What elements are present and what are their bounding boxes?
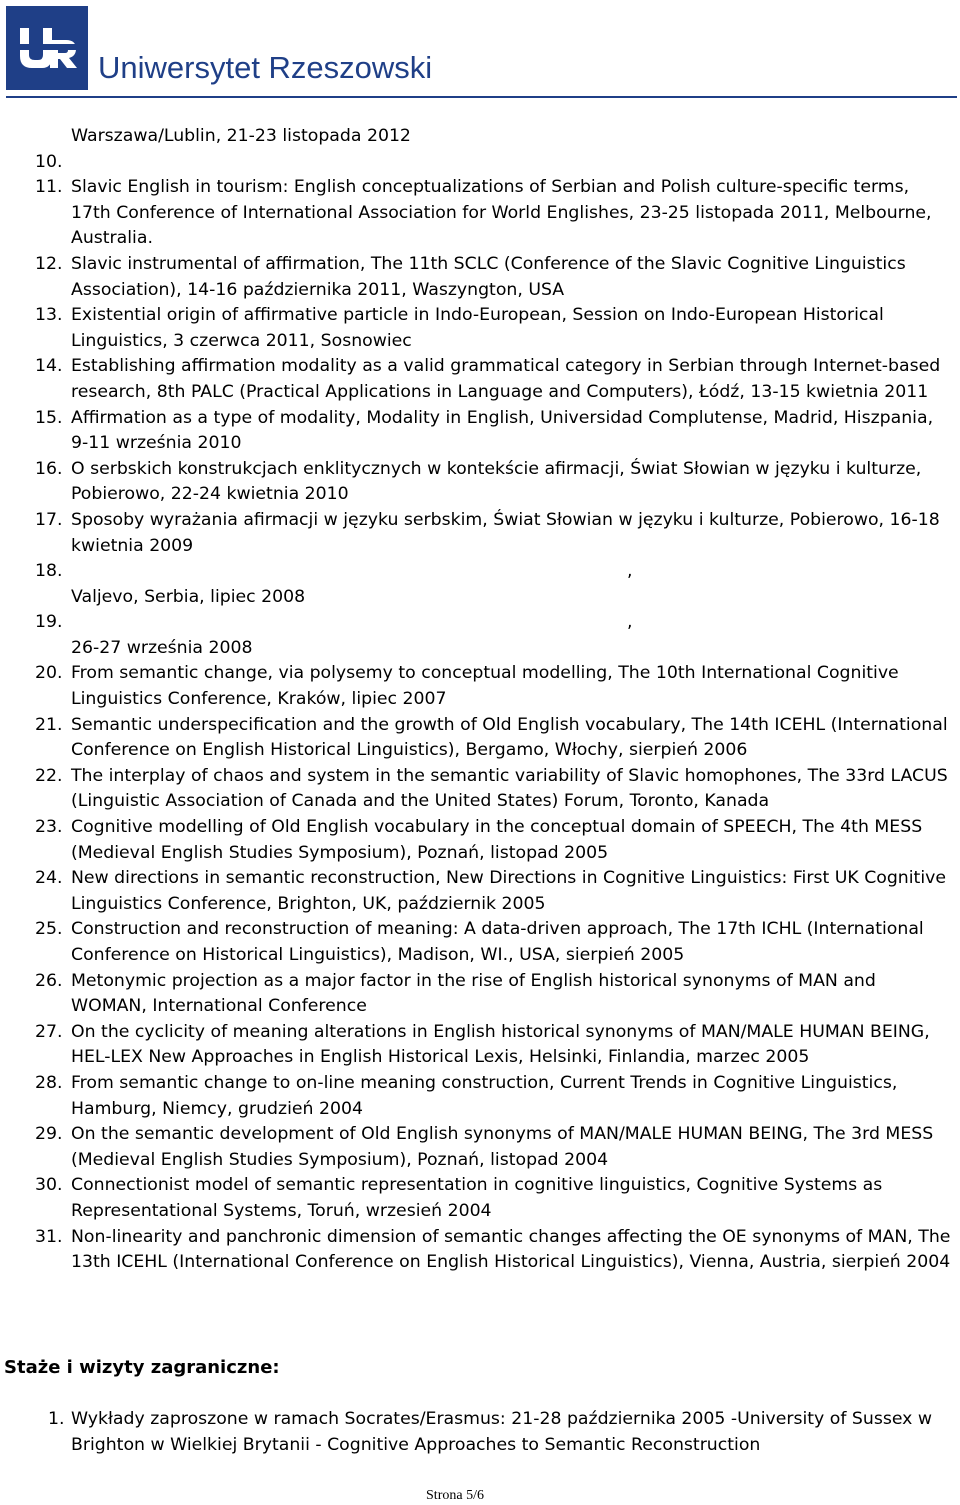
item-number: 19. — [35, 612, 63, 633]
list-item — [0, 1225, 960, 1276]
item-number: 15. — [35, 407, 63, 428]
university-logo-icon — [6, 6, 88, 90]
list-item — [0, 661, 960, 712]
item-number: 23. — [35, 817, 63, 838]
item-text: Slavic instrumental of affirmation, The 11th SCLC (Conference of the Slavic Cognitive Linguistics Association), 14-16 października 2011, Waszyngton, USA — [71, 253, 906, 300]
list-item — [0, 124, 960, 150]
item-text: Existential origin of affirmative particle in Indo-European, Session on Indo-European Historical Linguistics, 3 czerwca 2011, Sosnowiec — [71, 305, 884, 351]
item-number: 30. — [35, 1175, 63, 1196]
item-text: Valjevo, Serbia, lipiec 2008 — [71, 586, 306, 607]
list-item — [0, 1173, 960, 1224]
list-item — [0, 457, 960, 508]
item-text: Semantic underspecification and the growth of Old English vocabulary, The 14th ICEHL (International Conference on English Historical Linguistics), Bergamo, Włochy, sierpień 2006 — [71, 714, 948, 761]
university-name: Uniwersytet Rzeszowski — [98, 50, 433, 85]
list-item — [0, 866, 960, 917]
item-number: 16. — [35, 458, 63, 479]
item-text: Non-linearity and panchronic dimension of semantic changes affecting the OE synonyms of MAN, The 13th ICEHL (International Conference on English Historical Linguistics), Vienna, Austria, sierpień 2004 — [71, 1226, 951, 1273]
item-text: Slavic English in tourism: English conceptualizations of Serbian and Polish culture-specific terms, 17th Conference of International Association for World Englishes, 23-25 listopada 2011, Melbourne, Australia. — [71, 177, 932, 249]
list-item — [0, 1407, 960, 1458]
item-number: 11. — [35, 177, 63, 198]
item-number: 24. — [35, 868, 63, 889]
item-number: 27. — [35, 1021, 63, 1042]
page-number: Strona 5/6 — [426, 1488, 484, 1503]
conference-list — [0, 124, 960, 1276]
list-item — [0, 713, 960, 764]
item-text: From semantic change to on-line meaning construction, Current Trends in Cognitive Linguistics, Hamburg, Niemcy, grudzień 2004 — [71, 1072, 898, 1119]
list-item — [0, 917, 960, 968]
item-text — [71, 150, 952, 176]
item-number: 12. — [35, 253, 63, 274]
item-number: 26. — [35, 970, 63, 991]
item-number: 25. — [35, 919, 63, 940]
header-divider — [6, 96, 957, 98]
item-number: 21. — [35, 714, 63, 735]
item-number: 17. — [35, 509, 63, 530]
list-item — [0, 354, 960, 405]
item-text: 26-27 września 2008 — [71, 637, 253, 658]
item-text: Establishing affirmation modality as a valid grammatical category in Serbian through Internet-based research, 8th PALC (Practical Applications in Language and Computers), Łódź, 13-15 kwietnia 2011 — [71, 356, 941, 402]
list-item — [0, 175, 960, 252]
section-heading: Staże i wizyty zagraniczne: — [4, 1357, 280, 1378]
item-text: New directions in semantic reconstruction, New Directions in Cognitive Linguistics: First UK Cognitive Linguistics Conference, Brighton, UK, październik 2005 — [71, 868, 946, 914]
item-comma: , — [627, 612, 633, 633]
list-item — [0, 815, 960, 866]
item-number: 13. — [35, 305, 63, 326]
item-text: Metonymic projection as a major factor in the rise of English historical synonyms of MAN and WOMAN, International Conference — [71, 970, 876, 1017]
item-number: 20. — [35, 663, 63, 684]
item-text: Sposoby wyrażania afirmacji w języku serbskim, Świat Słowian w języku i kulturze, Pobierowo, 16-18 kwietnia 2009 — [71, 509, 940, 556]
item-number: 28. — [35, 1072, 63, 1093]
item-number: 29. — [35, 1124, 63, 1145]
item-number: 22. — [35, 765, 63, 786]
item-text: O serbskich konstrukcjach enklitycznych w kontekście afirmacji, Świat Słowian w języku i kulturze, Pobierowo, 22-24 kwietnia 2010 — [71, 458, 922, 505]
list-item — [0, 559, 960, 610]
item-text: On the semantic development of Old English synonyms of MAN/MALE HUMAN BEING, The 3rd MESS (Medieval English Studies Symposium), Poznań, listopad 2004 — [71, 1124, 934, 1170]
item-text: Affirmation as a type of modality, Modality in English, Universidad Complutense, Madrid, Hiszpania, 9-11 września 2010 — [71, 407, 934, 454]
item-number: 1. — [48, 1409, 65, 1429]
item-number: 18. — [35, 561, 63, 582]
list-item — [0, 252, 960, 303]
item-number: 31. — [35, 1226, 63, 1247]
list-item — [0, 969, 960, 1020]
item-text: Construction and reconstruction of meaning: A data-driven approach, The 17th ICHL (International Conference on Historical Linguistics), Madison, WI., USA, sierpień 2005 — [71, 919, 924, 965]
list-item — [0, 406, 960, 457]
item-text: From semantic change, via polysemy to conceptual modelling, The 10th International Cognitive Linguistics Conference, Kraków, lipiec 2007 — [71, 663, 899, 710]
visits-list — [0, 1407, 960, 1458]
list-item — [0, 764, 960, 815]
item-text: The interplay of chaos and system in the semantic variability of Slavic homophones, The 33rd LACUS (Linguistic Association of Canada and the United States) Forum, Toronto, Kanada — [71, 765, 948, 812]
page-header — [0, 0, 960, 100]
list-item — [0, 508, 960, 559]
item-text: Cognitive modelling of Old English vocabulary in the conceptual domain of SPEECH, The 4th MESS (Medieval English Studies Symposium), Poznań, listopad 2005 — [71, 817, 923, 863]
item-number: 10. — [35, 151, 63, 172]
item-text: Connectionist model of semantic representation in cognitive linguistics, Cognitive Systems as Representational Systems, Toruń, wrzesień 2004 — [71, 1175, 883, 1221]
list-item — [0, 303, 960, 354]
item-text: Warszawa/Lublin, 21-23 listopada 2012 — [71, 126, 411, 146]
item-text: On the cyclicity of meaning alterations in English historical synonyms of MAN/MALE HUMAN BEING, HEL-LEX New Approaches in English Historical Lexis, Helsinki, Finlandia, marzec 2005 — [71, 1021, 930, 1068]
list-item — [0, 1122, 960, 1173]
list-item — [0, 1020, 960, 1071]
list-item — [0, 610, 960, 661]
list-item — [0, 150, 960, 176]
item-number: 14. — [35, 356, 63, 377]
item-comma: , — [627, 561, 633, 582]
item-text: Wykłady zaproszone w ramach Socrates/Erasmus: 21-28 października 2005 -University of Sussex w Brighton w Wielkiej Brytanii - Cognitive Approaches to Semantic Reconstruction — [71, 1409, 933, 1455]
list-item — [0, 1071, 960, 1122]
